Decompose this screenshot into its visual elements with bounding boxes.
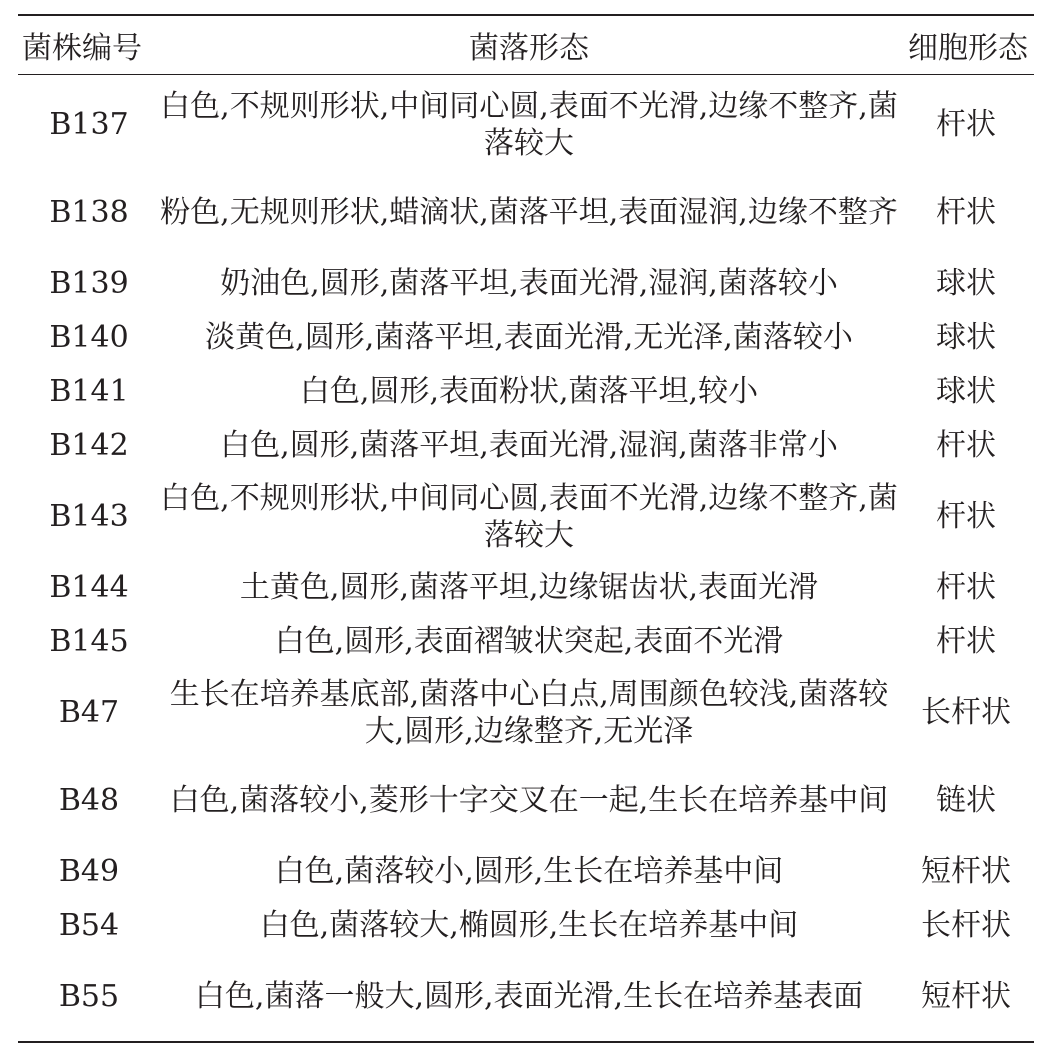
- cell-morphology-cell: 杆状: [936, 428, 996, 463]
- cell-morphology-cell: 杆状: [936, 107, 996, 142]
- table-row: [18, 169, 1034, 257]
- cell-morphology-cell: 球状: [936, 374, 996, 409]
- strain-morphology-table: [18, 16, 1034, 1041]
- cell-morphology-cell: 短杆状: [921, 979, 1011, 1014]
- table-row: [18, 615, 1034, 669]
- strain-id-cell: B55: [58, 979, 120, 1014]
- colony-morphology-cell: 土黄色,圆形,菌落平坦,边缘锯齿状,表面光滑: [239, 570, 819, 605]
- colony-morphology-cell: 白色,圆形,菌落平坦,表面光滑,湿润,菌落非常小: [220, 428, 838, 463]
- header-colony-morphology: 菌落形态: [469, 30, 589, 66]
- table-row: [18, 365, 1034, 419]
- table-row: [18, 561, 1034, 615]
- strain-id-cell: B143: [49, 499, 129, 534]
- strain-id-cell: B139: [49, 266, 129, 301]
- colony-morphology-cell: 白色,菌落较小,菱形十字交叉在一起,生长在培养基中间: [169, 783, 889, 818]
- colony-morphology-cell: 粉色,无规则形状,蜡滴状,菌落平坦,表面湿润,边缘不整齐: [160, 195, 898, 230]
- table-row: [18, 953, 1034, 1041]
- table-row: [18, 257, 1034, 311]
- cell-morphology-cell: 短杆状: [921, 854, 1011, 889]
- table-row: [18, 757, 1034, 845]
- cell-morphology-cell: 杆状: [936, 195, 996, 230]
- strain-id-cell: B49: [58, 854, 120, 889]
- strain-id-cell: B140: [49, 320, 129, 355]
- cell-morphology-cell: 长杆状: [921, 695, 1011, 730]
- table-row: [18, 81, 1034, 169]
- colony-morphology-cell: 生长在培养基底部,菌落中心白点,周围颜色较浅,菌落较大,圆形,边缘整齐,无光泽: [169, 676, 889, 749]
- colony-morphology-cell: 奶油色,圆形,菌落平坦,表面光滑,湿润,菌落较小: [220, 266, 838, 301]
- colony-morphology-cell: 淡黄色,圆形,菌落平坦,表面光滑,无光泽,菌落较小: [205, 320, 853, 355]
- header-cell-morphology: 细胞形态: [908, 30, 1028, 66]
- strain-id-cell: B48: [58, 783, 120, 818]
- cell-morphology-cell: 长杆状: [921, 908, 1011, 943]
- table-row: [18, 473, 1034, 561]
- colony-morphology-cell: 白色,圆形,表面粉状,菌落平坦,较小: [299, 374, 759, 409]
- table-header-row: [18, 16, 1034, 74]
- strain-id-cell: B137: [49, 107, 129, 142]
- colony-morphology-cell: 白色,菌落较小,圆形,生长在培养基中间: [274, 854, 784, 889]
- strain-id-cell: B145: [49, 624, 129, 659]
- colony-morphology-cell: 白色,菌落较大,椭圆形,生长在培养基中间: [259, 908, 799, 943]
- header-strain-id: 菌株编号: [22, 30, 142, 66]
- strain-id-cell: B144: [49, 570, 129, 605]
- table-row: [18, 669, 1034, 757]
- strain-morphology-table-container: [18, 14, 1034, 1043]
- cell-morphology-cell: 球状: [936, 320, 996, 355]
- colony-morphology-cell: 白色,不规则形状,中间同心圆,表面不光滑,边缘不整齐,菌落较大: [160, 480, 898, 553]
- table-row: [18, 311, 1034, 365]
- colony-morphology-cell: 白色,不规则形状,中间同心圆,表面不光滑,边缘不整齐,菌落较大: [160, 88, 898, 161]
- cell-morphology-cell: 杆状: [936, 624, 996, 659]
- strain-id-cell: B54: [58, 908, 120, 943]
- strain-id-cell: B47: [58, 695, 120, 730]
- table-row: [18, 845, 1034, 899]
- colony-morphology-cell: 白色,菌落一般大,圆形,表面光滑,生长在培养基表面: [194, 979, 864, 1014]
- cell-morphology-cell: 杆状: [936, 570, 996, 605]
- cell-morphology-cell: 杆状: [936, 499, 996, 534]
- cell-morphology-cell: 球状: [936, 266, 996, 301]
- table-row: [18, 419, 1034, 473]
- table-bottom-rule: [18, 1041, 1034, 1043]
- strain-id-cell: B142: [49, 428, 129, 463]
- strain-id-cell: B141: [49, 374, 129, 409]
- table-row: [18, 899, 1034, 953]
- cell-morphology-cell: 链状: [936, 783, 996, 818]
- strain-id-cell: B138: [49, 195, 129, 230]
- colony-morphology-cell: 白色,圆形,表面褶皱状突起,表面不光滑: [274, 624, 784, 659]
